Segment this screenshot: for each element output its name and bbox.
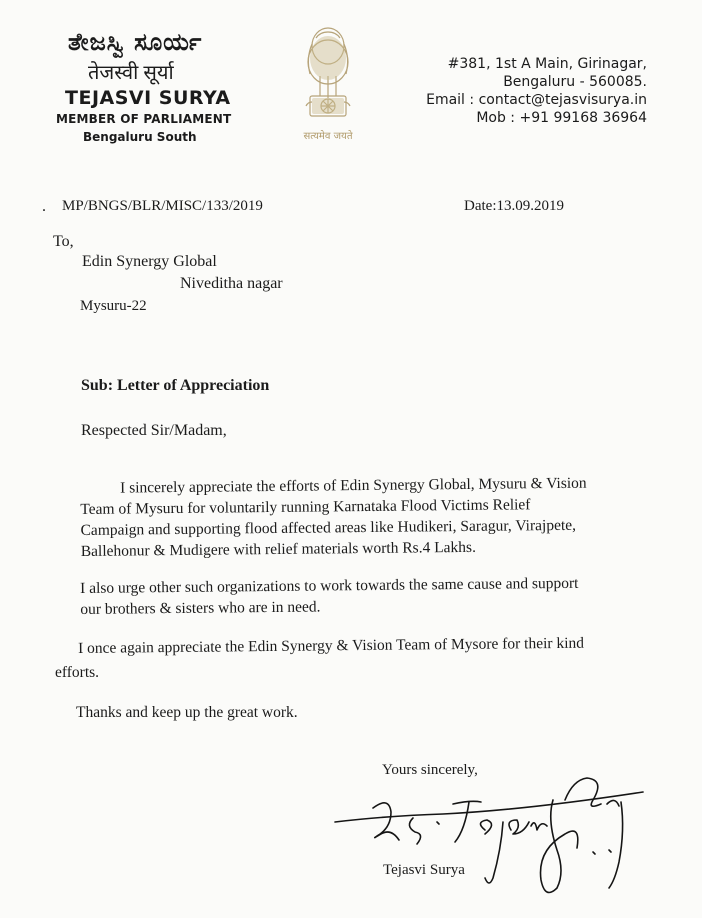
salutation: Respected Sir/Madam, xyxy=(81,422,227,439)
paragraph-1 xyxy=(80,472,621,562)
paragraph-1-line: Ballehonur & Mudigere with relief materials worth Rs.4 Lakhs. xyxy=(80,538,477,560)
recipient-address-line2: Mysuru-22 xyxy=(80,298,147,314)
paragraph-1-line: Team of Mysuru for voluntarily running Karnataka Flood Victims Relief xyxy=(80,496,531,518)
address-line1: #381, 1st A Main, Girinagar, xyxy=(447,56,647,72)
subject-line: Sub: Letter of Appreciation xyxy=(81,377,270,394)
paragraph-2 xyxy=(80,572,620,620)
closing: Yours sincerely, xyxy=(382,762,478,778)
reference-number: MP/BNGS/BLR/MISC/133/2019 xyxy=(62,198,263,214)
name-hindi: तेजस्वी सूर्या xyxy=(88,62,174,84)
contact-email: Email : contact@tejasvisurya.in xyxy=(426,92,647,108)
name-english: TEJASVI SURYA xyxy=(65,87,231,109)
emblem-motto: सत्यमेव जयते xyxy=(303,131,353,142)
member-title: MEMBER OF PARLIAMENT xyxy=(56,112,232,126)
contact-mobile: Mob : +91 99168 36964 xyxy=(476,110,647,126)
paragraph-2-line: our brothers & sisters who are in need. xyxy=(80,598,321,618)
recipient-name: Edin Synergy Global xyxy=(82,253,217,270)
paragraph-3-line2: efforts. xyxy=(55,664,100,681)
signature-scribble xyxy=(325,760,655,905)
name-kannada: ತೇಜಸ್ವಿ ಸೂರ್ಯ xyxy=(68,28,203,56)
signer-name: Tejasvi Surya xyxy=(383,862,465,878)
paragraph-1-line: I sincerely appreciate the efforts of Edin Synergy Global, Mysuru & Vision xyxy=(120,474,587,497)
letter-date: Date:13.09.2019 xyxy=(464,198,564,214)
address-line2: Bengaluru - 560085. xyxy=(503,74,647,90)
to-label: To, xyxy=(53,233,74,250)
national-emblem-icon xyxy=(286,18,370,150)
paragraph-1-line: Campaign and supporting flood affected areas like Hudikeri, Saragur, Virajpete, xyxy=(80,516,577,539)
recipient-address-line1: Niveditha nagar xyxy=(180,275,283,292)
paragraph-4: Thanks and keep up the great work. xyxy=(76,704,298,721)
paragraph-2-line: I also urge other such organizations to work towards the same cause and support xyxy=(80,574,579,597)
paragraph-3-line1: I once again appreciate the Edin Synergy & Vision Team of Mysore for their kind xyxy=(78,634,585,657)
constituency: Bengaluru South xyxy=(83,130,197,144)
margin-dot: . xyxy=(42,198,46,215)
